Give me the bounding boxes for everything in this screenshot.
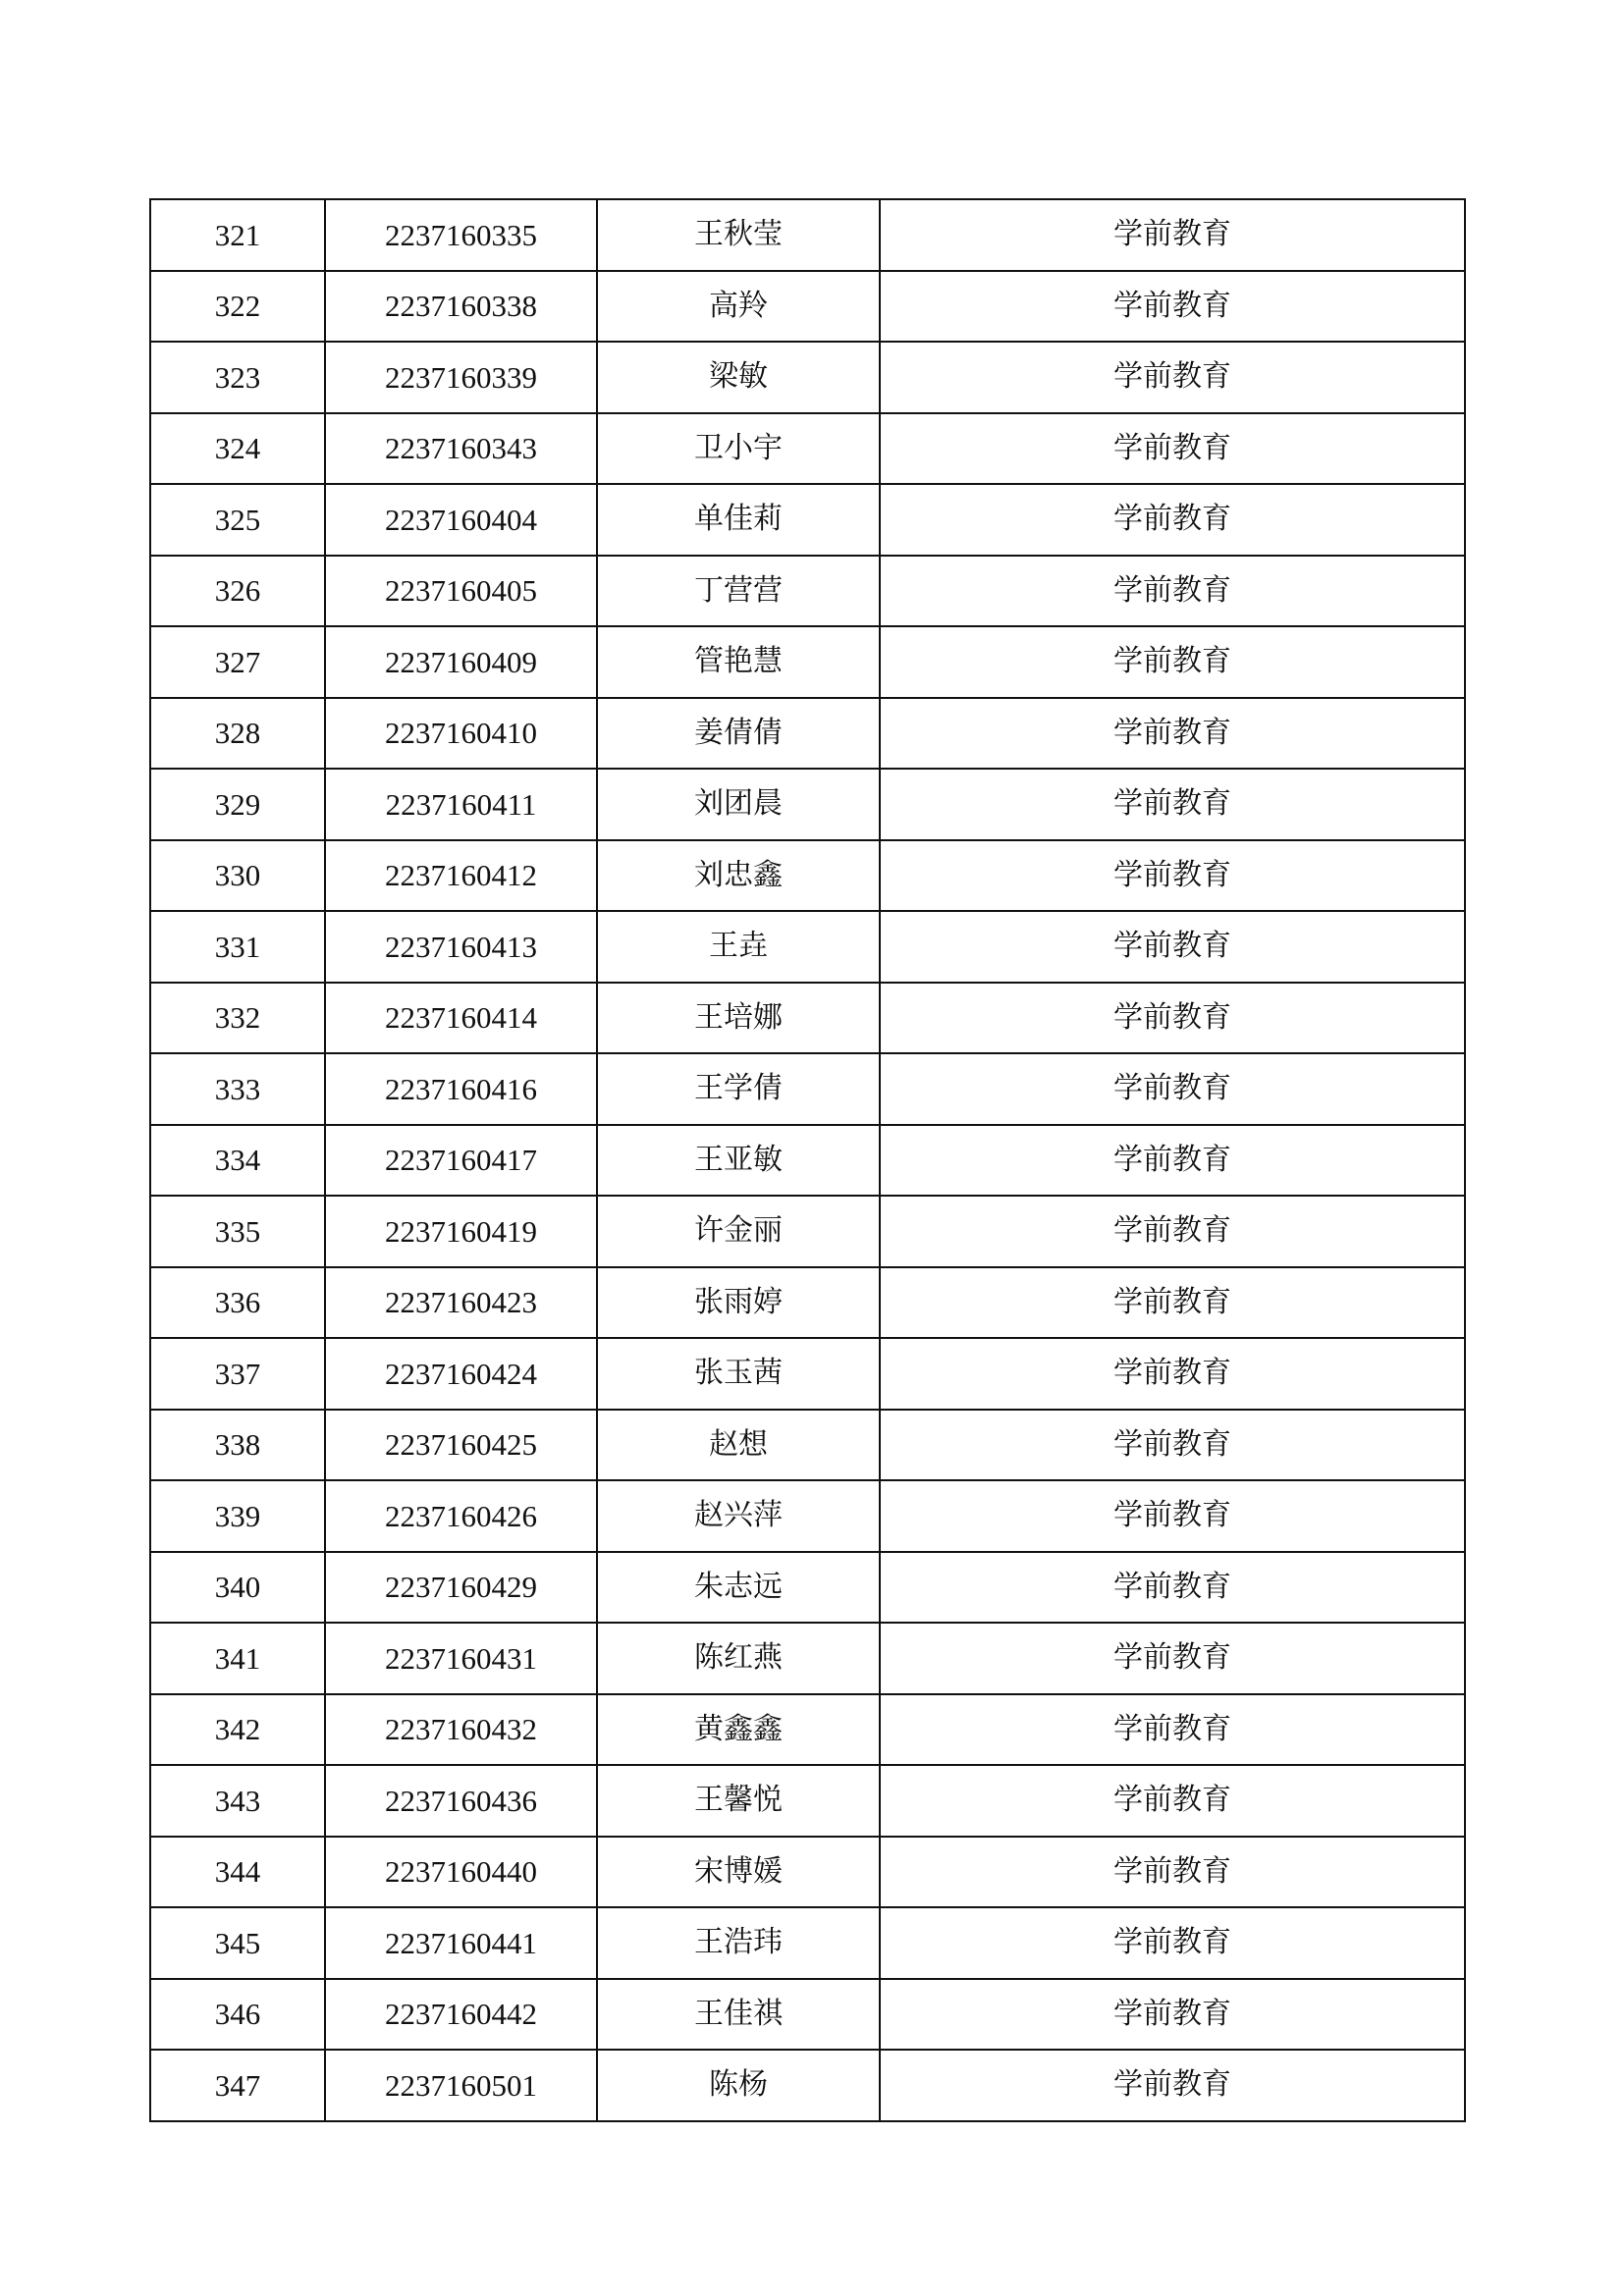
student-name-cell: 赵兴萍 <box>597 1480 880 1552</box>
major-cell: 学前教育 <box>880 698 1465 770</box>
student-name-cell: 黄鑫鑫 <box>597 1694 880 1766</box>
student-id-cell: 2237160417 <box>325 1125 597 1197</box>
table-row <box>150 1125 1465 1197</box>
student-name-cell: 陈杨 <box>597 2050 880 2121</box>
row-number-cell: 345 <box>150 1907 325 1979</box>
student-id-cell: 2237160431 <box>325 1623 597 1694</box>
row-number-cell: 342 <box>150 1694 325 1766</box>
student-id-cell: 2237160429 <box>325 1552 597 1624</box>
student-id-cell: 2237160409 <box>325 626 597 698</box>
row-number-cell: 346 <box>150 1979 325 2051</box>
table-row <box>150 413 1465 485</box>
student-name-cell: 王馨悦 <box>597 1765 880 1837</box>
student-id-cell: 2237160339 <box>325 342 597 413</box>
table-row <box>150 1480 1465 1552</box>
student-id-cell: 2237160432 <box>325 1694 597 1766</box>
student-name-cell: 丁营营 <box>597 556 880 627</box>
student-name-cell: 宋博媛 <box>597 1837 880 1908</box>
table-row <box>150 1552 1465 1624</box>
student-id-cell: 2237160404 <box>325 484 597 556</box>
row-number-cell: 336 <box>150 1267 325 1339</box>
row-number-cell: 323 <box>150 342 325 413</box>
student-id-cell: 2237160410 <box>325 698 597 770</box>
major-cell: 学前教育 <box>880 1338 1465 1410</box>
major-cell: 学前教育 <box>880 1837 1465 1908</box>
student-name-cell: 姜倩倩 <box>597 698 880 770</box>
table-row <box>150 911 1465 983</box>
row-number-cell: 334 <box>150 1125 325 1197</box>
student-name-cell: 张玉茜 <box>597 1338 880 1410</box>
major-cell: 学前教育 <box>880 1979 1465 2051</box>
student-name-cell: 王浩玮 <box>597 1907 880 1979</box>
major-cell: 学前教育 <box>880 199 1465 271</box>
student-name-cell: 卫小宇 <box>597 413 880 485</box>
row-number-cell: 343 <box>150 1765 325 1837</box>
student-id-cell: 2237160411 <box>325 769 597 840</box>
student-id-cell: 2237160423 <box>325 1267 597 1339</box>
row-number-cell: 347 <box>150 2050 325 2121</box>
table-row <box>150 698 1465 770</box>
student-id-cell: 2237160413 <box>325 911 597 983</box>
row-number-cell: 322 <box>150 271 325 343</box>
row-number-cell: 327 <box>150 626 325 698</box>
student-id-cell: 2237160442 <box>325 1979 597 2051</box>
table-row <box>150 983 1465 1054</box>
row-number-cell: 339 <box>150 1480 325 1552</box>
major-cell: 学前教育 <box>880 1053 1465 1125</box>
student-name-cell: 刘团晨 <box>597 769 880 840</box>
major-cell: 学前教育 <box>880 342 1465 413</box>
student-name-cell: 单佳莉 <box>597 484 880 556</box>
major-cell: 学前教育 <box>880 983 1465 1054</box>
row-number-cell: 341 <box>150 1623 325 1694</box>
student-name-cell: 王垚 <box>597 911 880 983</box>
major-cell: 学前教育 <box>880 840 1465 912</box>
student-id-cell: 2237160412 <box>325 840 597 912</box>
table-row <box>150 484 1465 556</box>
student-name-cell: 陈红燕 <box>597 1623 880 1694</box>
row-number-cell: 321 <box>150 199 325 271</box>
table-row <box>150 769 1465 840</box>
student-id-cell: 2237160426 <box>325 1480 597 1552</box>
student-name-cell: 王亚敏 <box>597 1125 880 1197</box>
table-row <box>150 271 1465 343</box>
student-id-cell: 2237160405 <box>325 556 597 627</box>
row-number-cell: 337 <box>150 1338 325 1410</box>
student-name-cell: 王佳祺 <box>597 1979 880 2051</box>
major-cell: 学前教育 <box>880 769 1465 840</box>
table-row <box>150 342 1465 413</box>
student-id-cell: 2237160436 <box>325 1765 597 1837</box>
student-name-cell: 王学倩 <box>597 1053 880 1125</box>
table-row <box>150 1765 1465 1837</box>
major-cell: 学前教育 <box>880 1552 1465 1624</box>
major-cell: 学前教育 <box>880 1410 1465 1481</box>
table-row <box>150 1196 1465 1267</box>
student-id-cell: 2237160416 <box>325 1053 597 1125</box>
student-roster-table <box>149 198 1466 2122</box>
student-name-cell: 赵想 <box>597 1410 880 1481</box>
table-row <box>150 1267 1465 1339</box>
table-row <box>150 840 1465 912</box>
table-row <box>150 626 1465 698</box>
row-number-cell: 328 <box>150 698 325 770</box>
student-id-cell: 2237160424 <box>325 1338 597 1410</box>
major-cell: 学前教育 <box>880 556 1465 627</box>
row-number-cell: 329 <box>150 769 325 840</box>
student-id-cell: 2237160425 <box>325 1410 597 1481</box>
row-number-cell: 331 <box>150 911 325 983</box>
major-cell: 学前教育 <box>880 1623 1465 1694</box>
major-cell: 学前教育 <box>880 1125 1465 1197</box>
row-number-cell: 326 <box>150 556 325 627</box>
student-id-cell: 2237160501 <box>325 2050 597 2121</box>
table-row <box>150 199 1465 271</box>
row-number-cell: 344 <box>150 1837 325 1908</box>
major-cell: 学前教育 <box>880 2050 1465 2121</box>
row-number-cell: 333 <box>150 1053 325 1125</box>
major-cell: 学前教育 <box>880 1694 1465 1766</box>
student-id-cell: 2237160335 <box>325 199 597 271</box>
row-number-cell: 338 <box>150 1410 325 1481</box>
major-cell: 学前教育 <box>880 1480 1465 1552</box>
student-name-cell: 王培娜 <box>597 983 880 1054</box>
student-id-cell: 2237160343 <box>325 413 597 485</box>
row-number-cell: 330 <box>150 840 325 912</box>
student-name-cell: 高羚 <box>597 271 880 343</box>
major-cell: 学前教育 <box>880 1267 1465 1339</box>
table-row <box>150 1623 1465 1694</box>
student-name-cell: 朱志远 <box>597 1552 880 1624</box>
table-row <box>150 1694 1465 1766</box>
major-cell: 学前教育 <box>880 626 1465 698</box>
major-cell: 学前教育 <box>880 911 1465 983</box>
table-row <box>150 2050 1465 2121</box>
table-row <box>150 556 1465 627</box>
row-number-cell: 332 <box>150 983 325 1054</box>
student-id-cell: 2237160419 <box>325 1196 597 1267</box>
major-cell: 学前教育 <box>880 1196 1465 1267</box>
major-cell: 学前教育 <box>880 1765 1465 1837</box>
major-cell: 学前教育 <box>880 484 1465 556</box>
student-id-cell: 2237160440 <box>325 1837 597 1908</box>
row-number-cell: 324 <box>150 413 325 485</box>
table-row <box>150 1837 1465 1908</box>
student-name-cell: 刘忠鑫 <box>597 840 880 912</box>
table-row <box>150 1979 1465 2051</box>
table-row <box>150 1907 1465 1979</box>
row-number-cell: 335 <box>150 1196 325 1267</box>
row-number-cell: 340 <box>150 1552 325 1624</box>
student-name-cell: 管艳慧 <box>597 626 880 698</box>
student-name-cell: 许金丽 <box>597 1196 880 1267</box>
row-number-cell: 325 <box>150 484 325 556</box>
major-cell: 学前教育 <box>880 271 1465 343</box>
table-row <box>150 1338 1465 1410</box>
table-row <box>150 1053 1465 1125</box>
student-name-cell: 王秋莹 <box>597 199 880 271</box>
major-cell: 学前教育 <box>880 1907 1465 1979</box>
major-cell: 学前教育 <box>880 413 1465 485</box>
student-id-cell: 2237160441 <box>325 1907 597 1979</box>
student-name-cell: 张雨婷 <box>597 1267 880 1339</box>
student-id-cell: 2237160414 <box>325 983 597 1054</box>
roster-body <box>150 199 1465 2121</box>
student-id-cell: 2237160338 <box>325 271 597 343</box>
table-row <box>150 1410 1465 1481</box>
student-name-cell: 梁敏 <box>597 342 880 413</box>
